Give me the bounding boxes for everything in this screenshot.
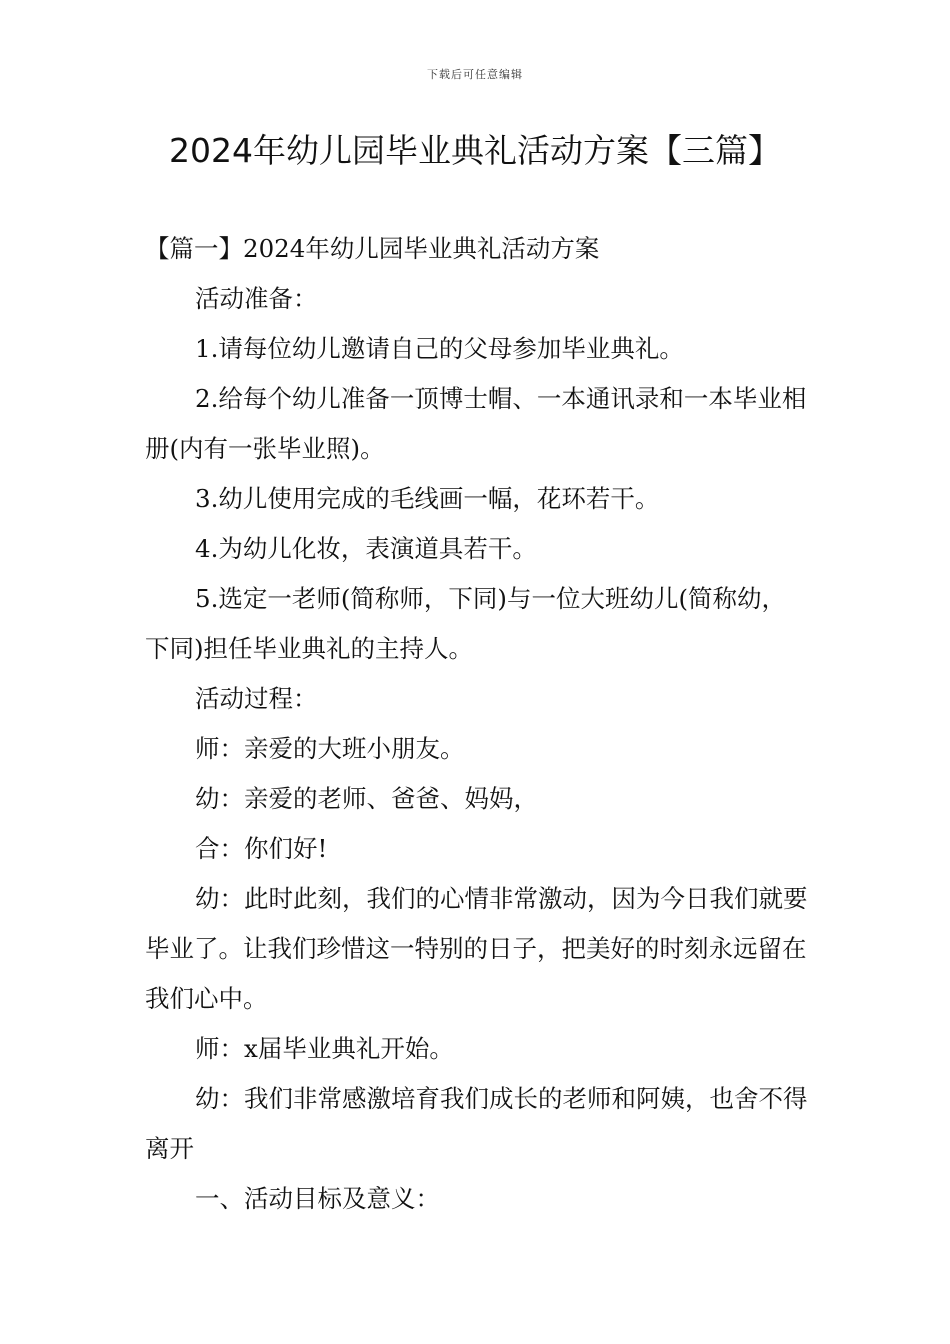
paragraph: 合：你们好! (195, 834, 328, 863)
paragraph: 1.请每位幼儿邀请自己的父母参加毕业典礼。 (195, 334, 684, 363)
paragraph: 4.为幼儿化妆，表演道具若干。 (195, 534, 537, 563)
paragraph: 活动准备： (195, 284, 318, 313)
paragraph: 5.选定一老师(简称师，下同)与一位大班幼儿(简称幼，下同)担任毕业典礼的主持人。 (145, 584, 787, 663)
paragraph: 活动过程： (195, 684, 318, 713)
paragraph: 一、活动目标及意义： (195, 1184, 440, 1213)
paragraph: 幼：此时此刻，我们的心情非常激动，因为今日我们就要毕业了。让我们珍惜这一特别的日子，把美好的时刻永远留在我们心中。 (145, 884, 808, 1013)
paragraph: 师：x届毕业典礼开始。 (195, 1034, 454, 1063)
header-note: 下载后可任意编辑 (427, 68, 523, 81)
document-title: 2024年幼儿园毕业典礼活动方案【三篇】 (169, 131, 781, 170)
section-heading: 【篇一】2024年幼儿园毕业典礼活动方案 (145, 234, 600, 263)
paragraph: 幼：我们非常感激培育我们成长的老师和阿姨，也舍不得离开 (145, 1084, 808, 1163)
paragraph: 幼：亲爱的老师、爸爸、妈妈， (195, 784, 538, 813)
paragraph: 2.给每个幼儿准备一顶博士帽、一本通讯录和一本毕业相册(内有一张毕业照)。 (145, 384, 807, 463)
paragraph: 3.幼儿使用完成的毛线画一幅，花环若干。 (195, 484, 660, 513)
document-body (145, 224, 810, 1224)
paragraph: 师：亲爱的大班小朋友。 (195, 734, 465, 763)
